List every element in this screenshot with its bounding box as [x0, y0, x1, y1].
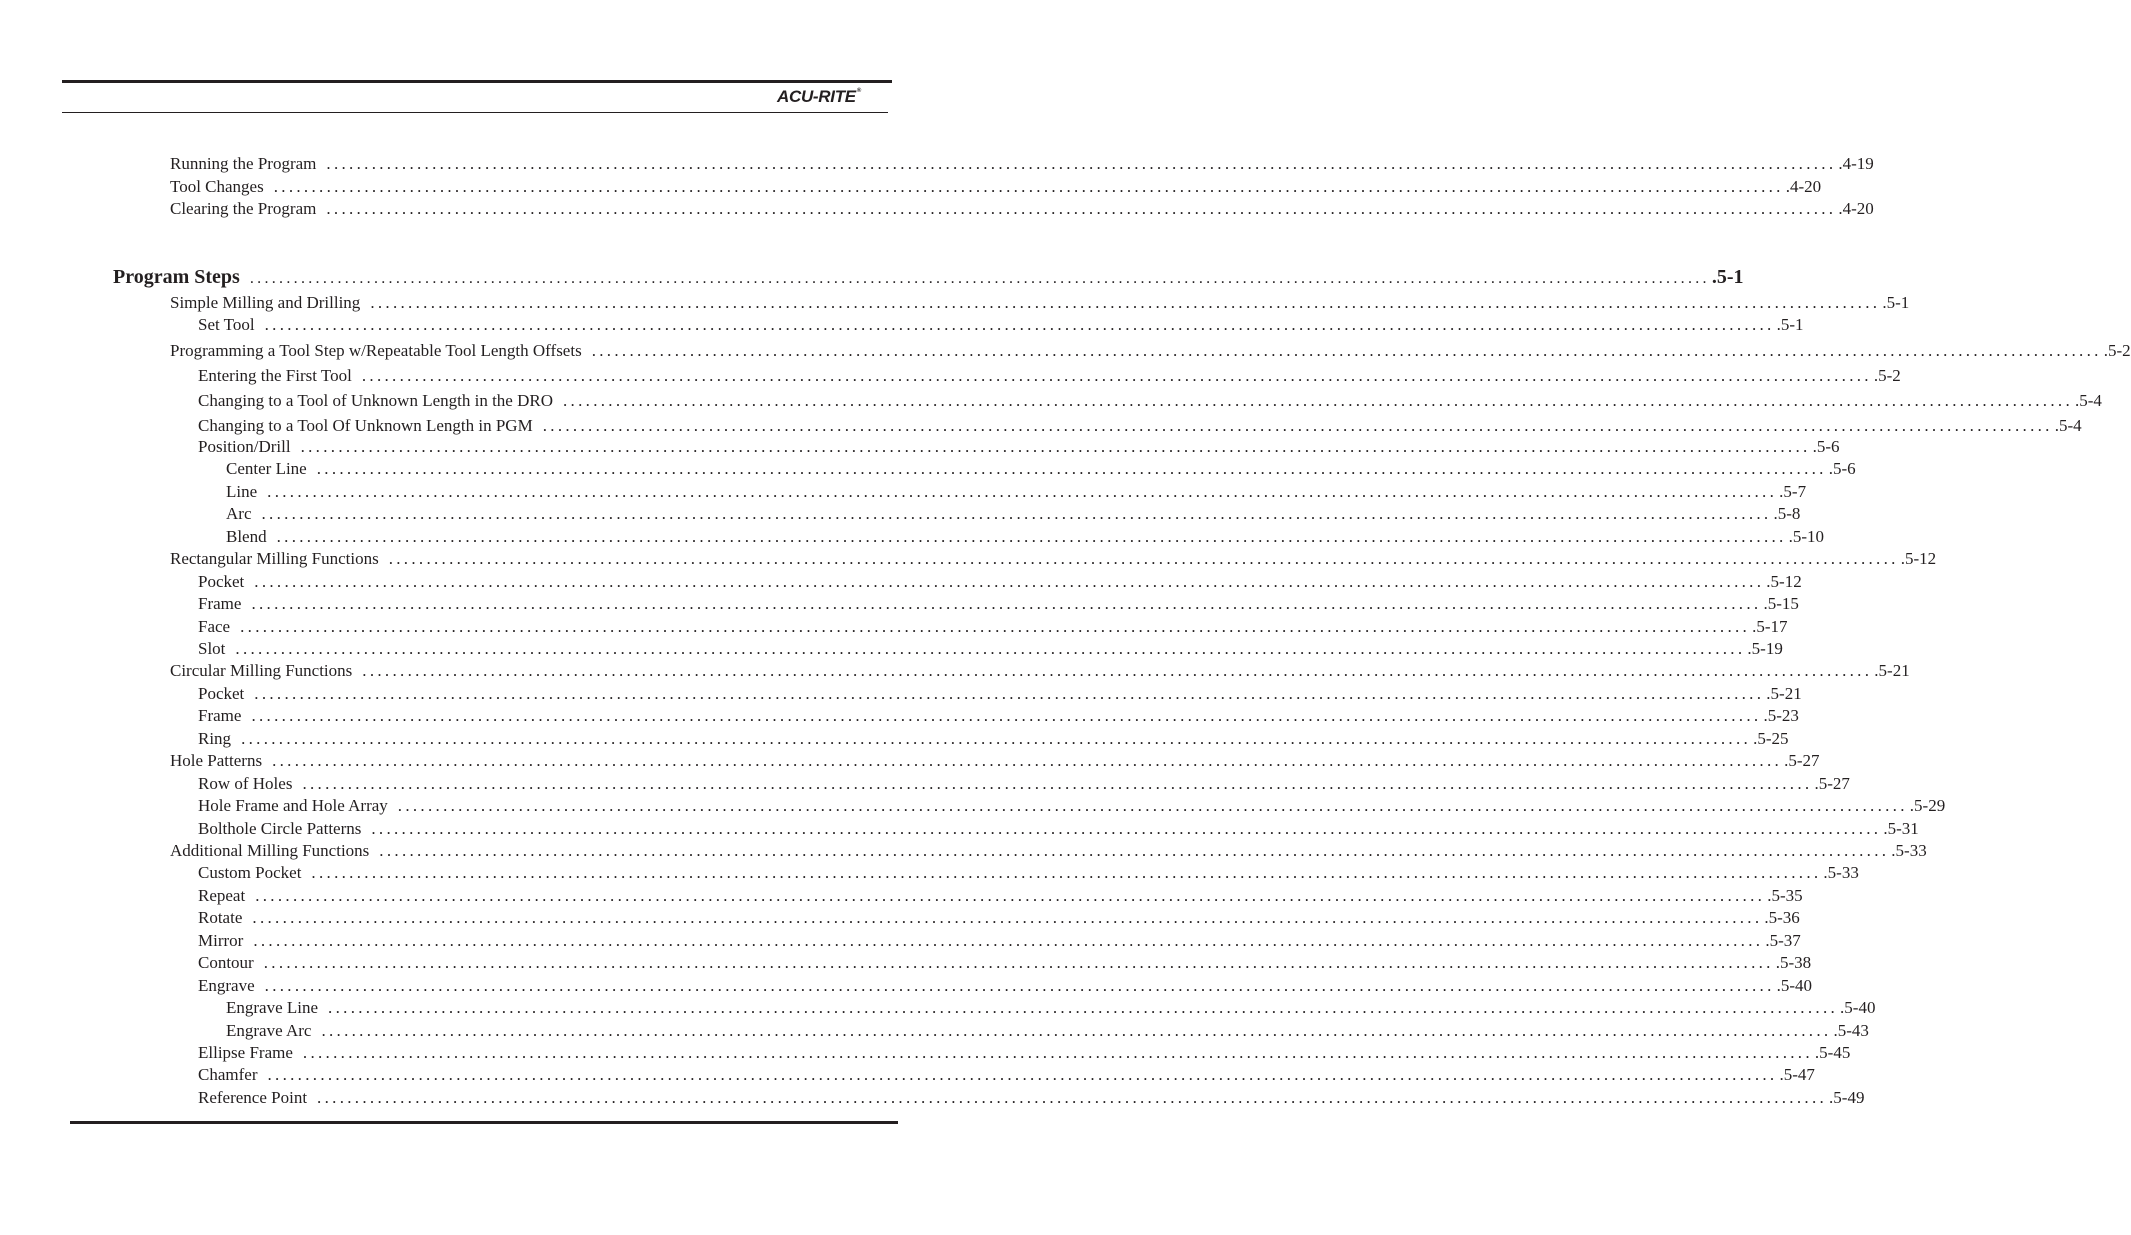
- toc-entry-page: .5-47: [1779, 1065, 1815, 1084]
- toc-entry: [198, 706, 1799, 726]
- toc-entry-page: .4-20: [1785, 177, 1822, 196]
- dot-leader: ........................................................................................................................................................................................................: [254, 572, 1765, 591]
- toc-entry-page: .5-40: [1776, 976, 1813, 995]
- toc-entry: [226, 1021, 1869, 1041]
- toc-entry: [198, 572, 1802, 592]
- toc-entry-page: .5-1: [1882, 293, 1910, 312]
- toc-entry-title: Contour: [198, 953, 254, 972]
- toc-entry: [198, 796, 1946, 816]
- toc-entry-title: Running the Program: [170, 154, 317, 173]
- toc-entry-title: Program Steps: [113, 266, 240, 288]
- toc-entry-title: Engrave Arc: [226, 1021, 312, 1040]
- registered-mark: ®: [856, 88, 861, 94]
- toc-entry-title: Engrave: [198, 976, 255, 995]
- dot-leader: ........................................................................................................................................................................................................: [263, 953, 1774, 972]
- toc-entry-page: .5-33: [1891, 841, 1927, 860]
- toc-entry-page: .5-12: [1766, 572, 1802, 591]
- toc-entry: [226, 504, 1801, 524]
- dot-leader: ........................................................................................................................................................................................................: [326, 199, 1837, 218]
- toc-entry-title: Mirror: [198, 931, 244, 950]
- dot-leader: ........................................................................................................................................................................................................: [249, 270, 1710, 287]
- dot-leader: ........................................................................................................................................................................................................: [261, 504, 1772, 523]
- toc-entry-page: .5-1: [1776, 315, 1804, 334]
- dot-leader: ........................................................................................................................................................................................................: [362, 661, 1873, 680]
- toc-entry-page: .5-8: [1773, 504, 1801, 523]
- toc-entry-page: .5-4: [2075, 391, 2102, 410]
- toc-entry-title: Repeat: [198, 886, 246, 905]
- toc-entry-page: .5-45: [1814, 1043, 1851, 1062]
- brand-name: ACU-RITE: [777, 87, 856, 106]
- toc-entry-page: .5-38: [1775, 953, 1812, 972]
- dot-leader: ........................................................................................................................................................................................................: [264, 976, 1775, 995]
- toc-entry-title: Chamfer: [198, 1065, 258, 1084]
- toc-entry-title: Center Line: [226, 459, 307, 478]
- toc-entry-page: .5-31: [1883, 819, 1919, 838]
- dot-leader: ........................................................................................................................................................................................................: [311, 863, 1822, 882]
- toc-entry-page: .4-20: [1838, 199, 1874, 218]
- dot-leader: ........................................................................................................................................................................................................: [267, 1065, 1778, 1084]
- toc-entry-page: .5-49: [1829, 1088, 1865, 1107]
- toc-entry: [198, 729, 1789, 749]
- toc-entry-page: .5-29: [1909, 796, 1946, 815]
- dot-leader: ........................................................................................................................................................................................................: [326, 154, 1837, 173]
- toc-entry-title: Changing to a Tool of Unknown Length in the DRO: [198, 391, 553, 410]
- toc-entry-title: Slot: [198, 639, 226, 658]
- toc-entry-page: .5-15: [1763, 594, 1799, 613]
- dot-leader: ........................................................................................................................................................................................................: [240, 617, 1751, 636]
- toc-entry-title: Ellipse Frame: [198, 1043, 293, 1062]
- toc-entry: [198, 366, 1901, 386]
- dot-leader: ........................................................................................................................................................................................................: [361, 366, 1872, 385]
- dot-leader: ........................................................................................................................................................................................................: [254, 684, 1765, 703]
- toc-entry: [170, 341, 2131, 361]
- toc-entry-title: Ring: [198, 729, 232, 748]
- dot-leader: ........................................................................................................................................................................................................: [253, 931, 1764, 950]
- toc-entry-page: .5-2: [2103, 341, 2131, 360]
- dot-leader: ........................................................................................................................................................................................................: [241, 729, 1752, 748]
- toc-entry: [170, 293, 1910, 313]
- toc-entry-title: Reference Point: [198, 1088, 308, 1107]
- toc-entry: [198, 976, 1813, 996]
- toc-entry-page: .4-19: [1838, 154, 1874, 173]
- toc-entry-title: Face: [198, 617, 231, 636]
- dot-leader: ........................................................................................................................................................................................................: [379, 841, 1890, 860]
- header-underline: [62, 112, 888, 113]
- toc-entry-title: Changing to a Tool Of Unknown Length in PGM: [198, 416, 533, 435]
- toc-entry-title: Hole Frame and Hole Array: [198, 796, 388, 815]
- toc-entry-title: Frame: [198, 594, 242, 613]
- toc-entry-page: .5-25: [1753, 729, 1789, 748]
- toc-entry: [226, 998, 1876, 1018]
- toc-entry-title: Engrave Line: [226, 998, 319, 1017]
- toc-entry-title: Row of Holes: [198, 774, 293, 793]
- toc-entry: [170, 751, 1820, 771]
- dot-leader: ........................................................................................................................................................................................................: [300, 437, 1811, 456]
- dot-leader: ........................................................................................................................................................................................................: [272, 751, 1783, 770]
- toc-entry-title: Set Tool: [198, 315, 255, 334]
- dot-leader: ........................................................................................................................................................................................................: [276, 527, 1787, 546]
- dot-leader: ........................................................................................................................................................................................................: [321, 1021, 1832, 1040]
- toc-entry-page: .5-10: [1788, 527, 1825, 546]
- toc-entry-title: Hole Patterns: [170, 751, 263, 770]
- toc-entry: [198, 684, 1802, 704]
- toc-entry-page: .5-33: [1823, 863, 1859, 882]
- toc-entry: [198, 953, 1812, 973]
- toc-entry: [198, 886, 1803, 906]
- dot-leader: ........................................................................................................................................................................................................: [264, 315, 1775, 334]
- toc-entry: [198, 1065, 1815, 1085]
- toc-entry: [170, 199, 1874, 219]
- toc-entry: [198, 315, 1804, 335]
- toc-entry: [170, 177, 1822, 197]
- dot-leader: ........................................................................................................................................................................................................: [388, 549, 1899, 568]
- toc-entry-title: Tool Changes: [170, 177, 264, 196]
- toc-entry: [226, 482, 1807, 502]
- dot-leader: ........................................................................................................................................................................................................: [302, 1043, 1813, 1062]
- dot-leader: ........................................................................................................................................................................................................: [235, 639, 1746, 658]
- toc-entry: [226, 459, 1856, 479]
- toc-entry: [170, 154, 1874, 174]
- toc-entry-page: .5-21: [1766, 684, 1802, 703]
- toc-entry: [170, 661, 1910, 681]
- toc-entry: [198, 437, 1840, 457]
- toc-entry: [198, 863, 1859, 883]
- toc-entry-page: .5-37: [1765, 931, 1801, 950]
- toc-entry-title: Blend: [226, 527, 267, 546]
- toc-entry-title: Clearing the Program: [170, 199, 317, 218]
- toc-entry-page: .5-2: [1873, 366, 1901, 385]
- toc-entry: [198, 391, 2102, 411]
- acu-rite-logo: [777, 87, 861, 107]
- dot-leader: ........................................................................................................................................................................................................: [370, 293, 1881, 312]
- toc-entry: [170, 549, 1937, 569]
- toc-entry-page: .5-40: [1840, 998, 1876, 1017]
- toc-entry-page: .5-23: [1763, 706, 1799, 725]
- dot-leader: ........................................................................................................................................................................................................: [371, 819, 1882, 838]
- toc-entry-title: Entering the First Tool: [198, 366, 352, 385]
- dot-leader: ........................................................................................................................................................................................................: [302, 774, 1813, 793]
- toc-entry-page: .5-12: [1900, 549, 1937, 568]
- dot-leader: ........................................................................................................................................................................................................: [317, 1088, 1828, 1107]
- toc-entry-page: .5-43: [1833, 1021, 1869, 1040]
- toc-entry-title: Line: [226, 482, 258, 501]
- toc-entry-page: .5-35: [1767, 886, 1803, 905]
- toc-entry: [198, 931, 1801, 951]
- toc-entry: [170, 841, 1927, 861]
- toc-entry: [226, 527, 1825, 547]
- toc-entry: [198, 594, 1799, 614]
- toc-entry-title: Pocket: [198, 684, 245, 703]
- dot-leader: ........................................................................................................................................................................................................: [273, 177, 1784, 196]
- toc-entry-page: .5-27: [1784, 751, 1820, 770]
- toc-entry: [198, 1043, 1851, 1063]
- dot-leader: ........................................................................................................................................................................................................: [255, 886, 1766, 905]
- toc-entry-page: .5-6: [1828, 459, 1856, 478]
- toc-entry-page: .5-36: [1764, 908, 1800, 927]
- toc-entry-title: Position/Drill: [198, 437, 291, 456]
- toc-entry-page: .5-7: [1779, 482, 1807, 501]
- dot-leader: ........................................................................................................................................................................................................: [591, 341, 2102, 360]
- toc-entry-title: Bolthole Circle Patterns: [198, 819, 362, 838]
- toc-entry: [198, 639, 1783, 659]
- toc-entry-title: Rectangular Milling Functions: [170, 549, 379, 568]
- toc-entry-title: Custom Pocket: [198, 863, 302, 882]
- dot-leader: ........................................................................................................................................................................................................: [316, 459, 1827, 478]
- toc-entry: [198, 774, 1850, 794]
- toc-entry-page: .5-27: [1814, 774, 1850, 793]
- toc-entry-title: Pocket: [198, 572, 245, 591]
- toc-entry-title: Additional Milling Functions: [170, 841, 370, 860]
- toc-entry: [198, 819, 1919, 839]
- footer-rule: [70, 1121, 898, 1124]
- toc-entry: [198, 617, 1788, 637]
- toc-entry: [198, 416, 2082, 436]
- toc-entry-page: .5-4: [2054, 416, 2082, 435]
- toc-entry-page: .5-19: [1747, 639, 1783, 658]
- toc-entry-page: .5-21: [1874, 661, 1910, 680]
- dot-leader: ........................................................................................................................................................................................................: [328, 998, 1839, 1017]
- dot-leader: ........................................................................................................................................................................................................: [397, 796, 1908, 815]
- dot-leader: ........................................................................................................................................................................................................: [252, 908, 1763, 927]
- toc-entry-page: .5-1: [1711, 266, 1744, 288]
- toc-entry-page: .5-17: [1752, 617, 1788, 636]
- toc-entry-title: Circular Milling Functions: [170, 661, 353, 680]
- toc-entry-title: Frame: [198, 706, 242, 725]
- toc-entry: [198, 1088, 1865, 1108]
- toc-entry-title: Simple Milling and Drilling: [170, 293, 361, 312]
- dot-leader: ........................................................................................................................................................................................................: [563, 391, 2073, 410]
- header-rule: [62, 80, 892, 83]
- dot-leader: ........................................................................................................................................................................................................: [542, 416, 2053, 435]
- toc-entry-title: Rotate: [198, 908, 243, 927]
- toc-entry-title: Arc: [226, 504, 252, 523]
- toc-entry-title: Programming a Tool Step w/Repeatable Tool Length Offsets: [170, 341, 582, 360]
- toc-chapter-entry: [113, 266, 1744, 289]
- dot-leader: ........................................................................................................................................................................................................: [251, 706, 1762, 725]
- dot-leader: ........................................................................................................................................................................................................: [267, 482, 1778, 501]
- dot-leader: ........................................................................................................................................................................................................: [251, 594, 1762, 613]
- toc-entry-page: .5-6: [1812, 437, 1840, 456]
- toc-entry: [198, 908, 1800, 928]
